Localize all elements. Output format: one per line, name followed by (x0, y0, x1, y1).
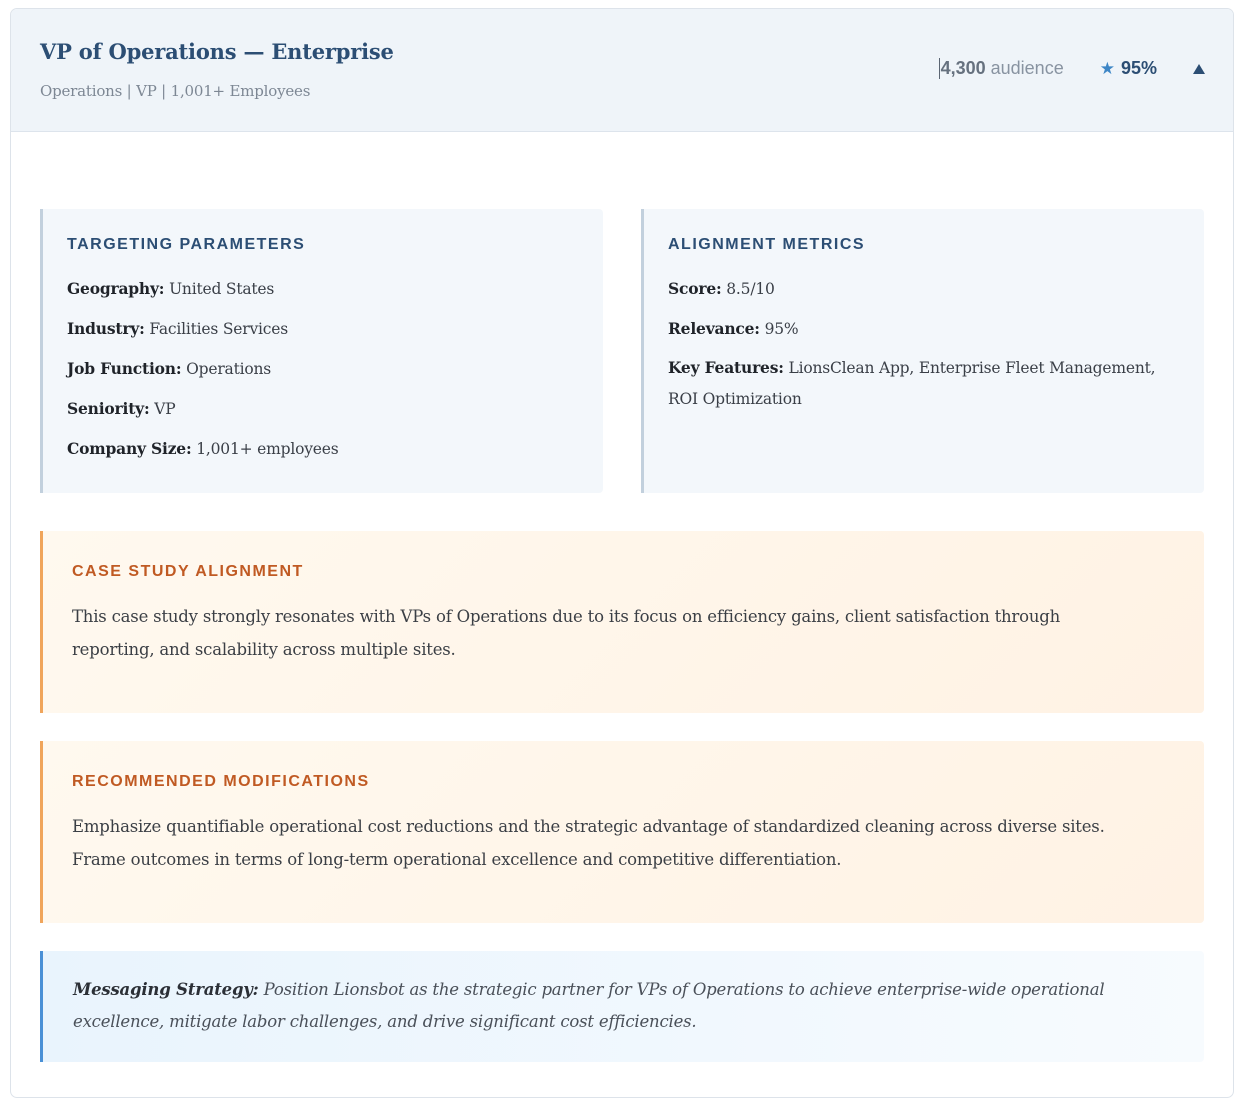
alignment-row-score (668, 269, 1180, 309)
alignment-heading: ALIGNMENT METRICS (668, 236, 866, 253)
row-value: VP (154, 400, 176, 418)
audience-count: 4,300 (940, 58, 986, 78)
collapse-toggle-icon[interactable] (1193, 64, 1205, 74)
row-label: Score: (668, 279, 722, 298)
messaging-strategy-block (40, 951, 1204, 1062)
targeting-row-industry (67, 309, 579, 349)
segment-stats (939, 58, 1205, 79)
modifications-heading: RECOMMENDED MODIFICATIONS (72, 773, 370, 790)
row-label: Seniority: (67, 399, 150, 418)
row-value: United States (169, 280, 275, 298)
messaging-strategy-text: Position Lionsbot as the strategic partner for VPs of Operations to achieve enterprise-wide operational excellence, mitigate labor challenges, and drive significant cost efficiencies. (73, 980, 1105, 1031)
row-value: 1,001+ employees (196, 440, 339, 458)
case-study-text: This case study strongly resonates with VPs of Operations due to its focus on efficiency gains, client satisfaction through reporting, and scalability across multiple sites. (72, 607, 1061, 659)
targeting-row-job-function (67, 349, 579, 389)
case-study-alignment-callout (40, 531, 1204, 713)
case-study-heading: CASE STUDY ALIGNMENT (72, 563, 304, 580)
relevance-rating (1100, 58, 1157, 79)
targeting-heading: TARGETING PARAMETERS (67, 236, 306, 253)
row-label: Geography: (67, 279, 165, 298)
audience-label: audience (990, 58, 1064, 78)
row-label: Company Size: (67, 439, 192, 458)
row-value: Facilities Services (149, 320, 289, 338)
segment-card (10, 8, 1234, 1098)
alignment-row-relevance (668, 309, 1180, 349)
recommended-modifications-callout (40, 741, 1204, 923)
row-label: Job Function: (67, 359, 182, 378)
segment-title: VP of Operations — Enterprise (40, 39, 394, 64)
row-value: LionsClean App, Enterprise Fleet Management, ROI Optimization (668, 359, 1156, 408)
targeting-parameters-panel (40, 209, 603, 493)
row-label: Relevance: (668, 319, 760, 338)
segment-header[interactable] (11, 9, 1233, 132)
segment-subtitle: Operations | VP | 1,001+ Employees (40, 82, 311, 100)
row-value: Operations (186, 360, 272, 378)
alignment-metrics-panel (641, 209, 1204, 493)
alignment-row-key-features (668, 349, 1180, 415)
row-value: 8.5/10 (726, 280, 775, 298)
messaging-strategy-label: Messaging Strategy: (73, 980, 259, 999)
audience-stat (939, 58, 1064, 79)
row-value: 95% (764, 320, 799, 338)
targeting-row-seniority (67, 389, 579, 429)
star-icon: ★ (1099, 58, 1115, 78)
modifications-text: Emphasize quantifiable operational cost reductions and the strategic advantage of standardized cleaning across diverse sites. Frame outcomes in terms of long-term operational excellence and competitive differentiation. (72, 817, 1105, 869)
targeting-row-company-size (67, 429, 579, 469)
row-label: Industry: (67, 319, 145, 338)
row-label: Key Features: (668, 358, 784, 377)
targeting-row-geography (67, 269, 579, 309)
relevance-value: 95% (1120, 58, 1157, 78)
